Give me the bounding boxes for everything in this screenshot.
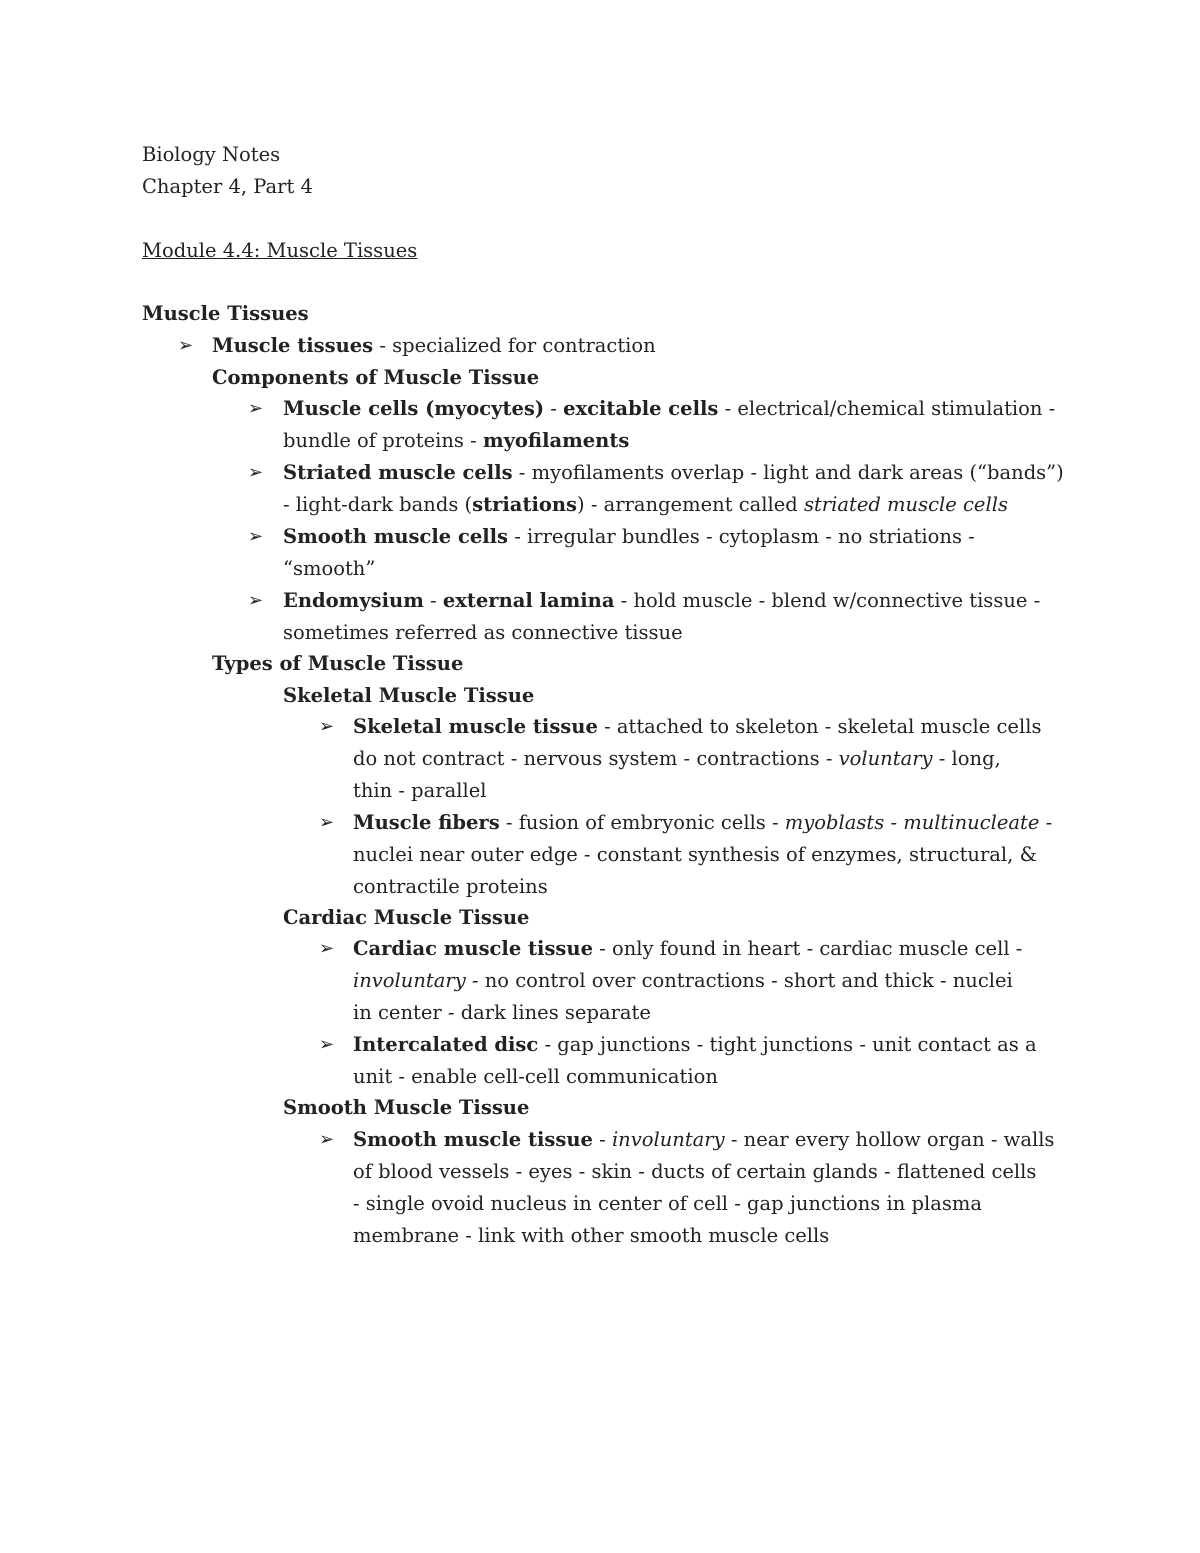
text-run: myoblasts — [784, 811, 885, 834]
types-heading: Types of Muscle Tissue — [212, 652, 464, 675]
skeletal-heading: Skeletal Muscle Tissue — [283, 684, 535, 707]
text-run: voluntary — [838, 747, 933, 770]
intro-bullet — [212, 330, 656, 362]
text-run: striations — [472, 493, 578, 516]
text-run: involuntary — [611, 1128, 725, 1151]
bullet-line — [353, 839, 1037, 871]
bullet-line — [283, 489, 1008, 521]
text-run: membrane - link with other smooth muscle cells — [353, 1224, 830, 1247]
text-run: - hold muscle - blend w/connective tissue - — [614, 589, 1041, 612]
text-run: - — [592, 1128, 612, 1151]
text-run: involuntary — [353, 969, 466, 992]
text-run: Intercalated disc — [353, 1033, 539, 1056]
text-run: Smooth muscle tissue — [353, 1128, 593, 1151]
text-run: multinucleate — [903, 811, 1040, 834]
text-run: Skeletal muscle tissue — [353, 715, 598, 738]
bullet-line — [353, 1061, 718, 1093]
arrowhead-bullet-icon: ➢ — [178, 335, 194, 356]
text-run: thin - parallel — [353, 779, 487, 802]
text-run: Cardiac muscle tissue — [353, 937, 593, 960]
text-run: Striated muscle cells — [283, 461, 513, 484]
text-run: - only found in heart - cardiac muscle cell - — [593, 937, 1023, 960]
text-run: of blood vessels - eyes - skin - ducts of certain glands - flattened cells — [353, 1160, 1037, 1183]
bullet-line — [283, 457, 1064, 489]
bullet-line — [353, 711, 1041, 743]
text-run: “smooth” — [283, 557, 376, 580]
bullet-line — [353, 807, 1052, 839]
bullet-line — [353, 1124, 1054, 1156]
text-run: myofilaments — [482, 429, 630, 452]
components-heading: Components of Muscle Tissue — [212, 366, 540, 389]
cardiac-heading: Cardiac Muscle Tissue — [283, 906, 530, 929]
arrowhead-bullet-icon: ➢ — [319, 938, 335, 959]
text-run: - near every hollow organ - walls — [724, 1128, 1055, 1151]
text-run: - single ovoid nucleus in center of cell - gap junctions in plasma — [353, 1192, 982, 1215]
arrowhead-bullet-icon: ➢ — [248, 590, 264, 611]
text-run: ) - arrangement called — [577, 493, 804, 516]
bullet-line — [283, 393, 1055, 425]
text-run: - light-dark bands ( — [283, 493, 473, 516]
bullet-line — [353, 775, 486, 807]
bullet-line — [353, 997, 651, 1029]
bullet-line — [353, 933, 1022, 965]
bullet-line — [353, 965, 1013, 997]
text-run: unit - enable cell-cell communication — [353, 1065, 718, 1088]
text-run: - attached to skeleton - skeletal muscle cells — [597, 715, 1042, 738]
text-run: - fusion of embryonic cells - — [499, 811, 785, 834]
text-run: excitable cells — [563, 397, 719, 420]
bullet-line — [353, 743, 1001, 775]
doc-title: Biology Notes — [142, 143, 281, 166]
bullet-line — [283, 585, 1040, 617]
text-run: in center - dark lines separate — [353, 1001, 651, 1024]
text-run: - long, — [932, 747, 1001, 770]
bullet-line — [353, 1188, 982, 1220]
text-run: - — [884, 811, 904, 834]
text-run: - no control over contractions - short and thick - nuclei — [465, 969, 1013, 992]
text-run: - myofilaments overlap - light and dark areas (“bands”) — [512, 461, 1064, 484]
text-run: nuclei near outer edge - constant synthesis of enzymes, structural, & — [353, 843, 1037, 866]
bullet-line — [353, 871, 548, 903]
arrowhead-bullet-icon: ➢ — [248, 526, 264, 547]
text-run: - gap junctions - tight junctions - unit contact as a — [538, 1033, 1037, 1056]
text-run: - — [544, 397, 564, 420]
text-run: Endomysium — [283, 589, 424, 612]
arrowhead-bullet-icon: ➢ — [319, 716, 335, 737]
arrowhead-bullet-icon: ➢ — [248, 462, 264, 483]
bullet-line — [353, 1220, 829, 1252]
text-run: Smooth muscle cells — [283, 525, 509, 548]
bullet-line — [283, 425, 629, 457]
bullet-line — [283, 617, 683, 649]
text-run: contractile proteins — [353, 875, 548, 898]
arrowhead-bullet-icon: ➢ — [319, 1034, 335, 1055]
text-run: - irregular bundles - cytoplasm - no striations - — [508, 525, 975, 548]
section-heading: Muscle Tissues — [142, 302, 309, 325]
text-run: external lamina — [442, 589, 615, 612]
text-run: - — [1039, 811, 1053, 834]
text-run: do not contract - nervous system - contractions - — [353, 747, 839, 770]
chapter-label: Chapter 4, Part 4 — [142, 175, 313, 198]
text-run: striated muscle cells — [803, 493, 1008, 516]
smooth-heading: Smooth Muscle Tissue — [283, 1096, 530, 1119]
text-run: sometimes referred as connective tissue — [283, 621, 683, 644]
arrowhead-bullet-icon: ➢ — [319, 1129, 335, 1150]
intro-definition: - specialized for contraction — [373, 334, 656, 357]
bullet-line — [283, 521, 975, 553]
text-run: - — [423, 589, 443, 612]
bullet-line — [353, 1029, 1037, 1061]
text-run: Muscle cells (myocytes) — [283, 397, 545, 420]
bullet-line — [283, 553, 375, 585]
bullet-line — [353, 1156, 1036, 1188]
text-run: - electrical/chemical stimulation - — [718, 397, 1056, 420]
intro-term: Muscle tissues — [212, 334, 374, 357]
text-run: Muscle fibers — [353, 811, 500, 834]
arrowhead-bullet-icon: ➢ — [248, 398, 264, 419]
module-title: Module 4.4: Muscle Tissues — [142, 239, 418, 262]
text-run: bundle of proteins - — [283, 429, 483, 452]
arrowhead-bullet-icon: ➢ — [319, 812, 335, 833]
